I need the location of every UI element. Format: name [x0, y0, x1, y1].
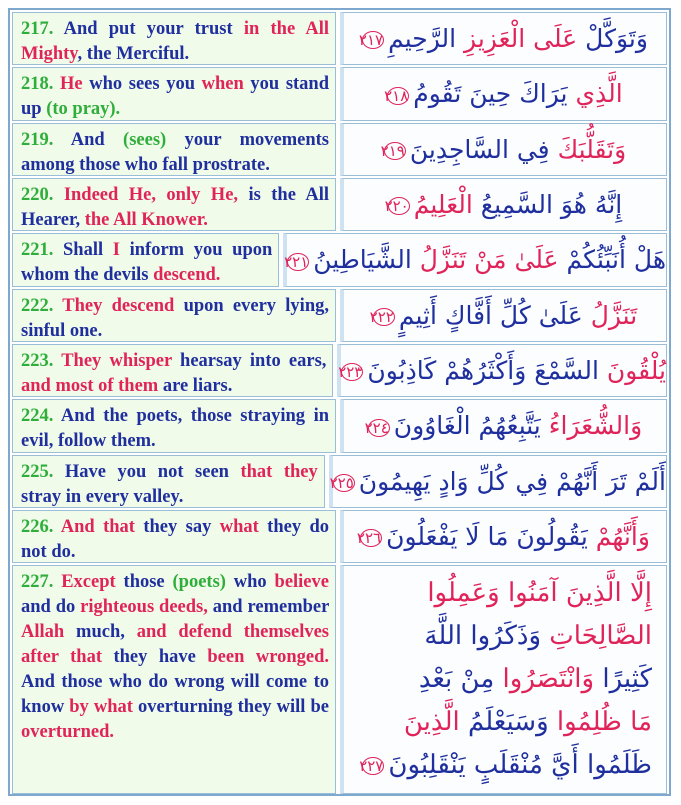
english-segment: 225.: [21, 462, 54, 482]
english-segment: And those who do wrong will come to know: [21, 672, 329, 717]
english-segment: 226.: [21, 517, 54, 537]
english-segment: Except: [53, 572, 124, 592]
ayah-number-marker: ٢٢٦: [356, 529, 382, 548]
arabic-verse: [340, 565, 667, 794]
english-segment: And put your trust: [53, 19, 244, 39]
english-segment: what: [219, 517, 259, 537]
arabic-segment: وَسَيَعْلَمُ: [459, 707, 557, 738]
arabic-verse: [329, 455, 667, 508]
english-segment: righteous deeds,: [80, 597, 208, 617]
verse-row: [12, 12, 667, 65]
english-translation: [12, 399, 336, 453]
english-segment: hearsay into ears,: [180, 351, 327, 371]
arabic-segment: عَلَىٰ كُلِّ أَفَّاكٍ أَثِيمٍ: [398, 300, 591, 330]
arabic-line: [358, 579, 652, 608]
ayah-number-marker: ٢٢٢: [369, 308, 394, 327]
arabic-line: [364, 411, 643, 441]
english-translation: [12, 344, 333, 397]
arabic-segment: إِلَّا الَّذِينَ آمَنُوا وَعَمِلُوا: [427, 578, 652, 609]
english-segment: and: [136, 622, 179, 642]
english-segment: when: [201, 74, 244, 94]
english-segment: I: [112, 240, 120, 260]
ayah-number-marker: ٢٢٠: [384, 197, 409, 216]
arabic-line: [358, 708, 652, 737]
arabic-segment: مِنْ بَعْدِ: [418, 664, 503, 695]
english-segment: much,: [64, 622, 137, 642]
arabic-segment: عَلَى الْعَزِيزِ: [464, 23, 578, 53]
ayah-number-marker: ٢١٧: [358, 31, 384, 50]
english-segment: , the Merciful.: [77, 44, 190, 64]
arabic-segment: الَّذِي: [575, 79, 623, 109]
arabic-segment: فِي كُلِّ وَادٍ يَهِيمُونَ: [358, 466, 557, 496]
ayah-number-marker: ٢٢٥: [329, 474, 354, 493]
arabic-segment: يَرَاكَ حِينَ تَقُومُ: [413, 79, 576, 109]
arabic-segment: كَاذِبُونَ: [367, 355, 437, 385]
arabic-line: [358, 751, 652, 780]
english-segment: those: [123, 572, 173, 592]
arabic-verse: [340, 123, 667, 176]
arabic-segment: تَنَزَّلُ: [590, 300, 638, 330]
english-segment: overturned.: [21, 722, 114, 742]
english-segment: and remember: [207, 597, 329, 617]
english-segment: and do: [21, 597, 81, 617]
english-segment: They whisper: [53, 351, 181, 371]
ayah-number-marker: ٢٢١: [284, 252, 309, 271]
arabic-line: [384, 79, 623, 109]
arabic-segment: ظَلَمُوا أَيَّ مُنْقَلَبٍ يَنْقَلِبُونَ: [388, 750, 652, 781]
arabic-line: [338, 355, 666, 385]
english-segment: 218.: [21, 74, 54, 94]
english-segment: 224.: [21, 406, 54, 426]
arabic-verse: [340, 399, 667, 453]
arabic-verse: [340, 178, 667, 231]
arabic-segment: الرَّحِيمِ: [388, 23, 465, 53]
ayah-number-marker: ٢٢٤: [364, 418, 389, 437]
verse-row: [12, 233, 667, 287]
arabic-segment: السَّمْعَ وَأَكْثَرُهُمْ: [436, 355, 607, 385]
english-segment: defend themselves after that: [21, 622, 330, 667]
arabic-line: [284, 245, 666, 275]
english-translation: [12, 178, 336, 231]
verse-row: [12, 289, 667, 342]
arabic-segment: الَّذِينَ: [403, 707, 460, 738]
arabic-segment: وَتَقَلُّبَكَ: [557, 134, 627, 164]
english-segment: They descend: [53, 296, 184, 316]
arabic-segment: وَأَنَّهُمْ: [595, 521, 650, 551]
english-segment: are liars.: [162, 376, 233, 396]
arabic-verse: [283, 233, 667, 287]
english-translation: [12, 67, 336, 121]
english-translation: [12, 289, 336, 342]
english-segment: inform you upon whom the devils: [21, 240, 273, 285]
english-segment: Indeed He, only He,: [53, 185, 249, 205]
english-translation: [12, 565, 336, 794]
verse-row: [12, 399, 667, 453]
arabic-verse: [340, 12, 667, 65]
english-segment: (poets): [172, 572, 226, 592]
verse-row: [12, 510, 667, 563]
english-segment: 217.: [21, 19, 54, 39]
arabic-segment: وَتَوَكَّلْ: [577, 23, 648, 53]
arabic-line: [356, 521, 650, 551]
english-translation: [12, 455, 325, 508]
english-segment: believe: [274, 572, 329, 592]
english-segment: your movements among those who fall prostrate.: [21, 130, 330, 175]
english-segment: by what: [69, 697, 139, 717]
verse-row: [12, 455, 667, 508]
arabic-line: [358, 23, 648, 53]
english-translation: [12, 233, 279, 287]
arabic-segment: يَقُولُونَ مَا لَا يَفْعَلُونَ: [386, 521, 596, 551]
arabic-line: [384, 189, 623, 219]
arabic-line: [329, 466, 666, 496]
arabic-verse: [340, 510, 667, 563]
arabic-segment: وَالشُّعَرَاءُ: [548, 411, 643, 441]
english-segment: who sees you: [89, 74, 202, 94]
english-segment: 220.: [21, 185, 54, 205]
verse-row: [12, 123, 667, 176]
verse-table: [8, 8, 671, 796]
english-segment: 222.: [21, 296, 54, 316]
english-segment: (to pray).: [46, 99, 121, 119]
english-translation: [12, 12, 336, 65]
verse-row: [12, 67, 667, 121]
english-segment: they have: [113, 647, 208, 667]
english-translation: [12, 510, 336, 563]
english-segment: you stand up: [21, 74, 330, 119]
english-segment: in the All Mighty: [21, 19, 329, 64]
english-segment: 227.: [21, 572, 54, 592]
arabic-segment: أَلَمْ تَرَ أَنَّهُمْ: [556, 466, 666, 496]
english-segment: stray in every valley.: [21, 487, 184, 507]
verse-row: [12, 344, 667, 397]
arabic-segment: الشَّيَاطِينُ: [313, 245, 420, 275]
english-segment: who: [225, 572, 275, 592]
arabic-segment: وَانْتَصَرُوا: [502, 664, 595, 695]
arabic-segment: فِي السَّاجِدِينَ: [409, 134, 558, 164]
english-segment: Have you not seen: [53, 462, 241, 482]
english-segment: they do not do.: [21, 517, 330, 562]
english-segment: descend.: [153, 265, 221, 285]
english-translation: [12, 123, 336, 176]
english-segment: that they: [240, 462, 318, 482]
arabic-segment: مَا ظُلِمُوا: [556, 707, 652, 738]
arabic-segment: هَلْ أُنَبِّئُكُمْ: [566, 245, 666, 275]
arabic-segment: يُلْقُونَ: [606, 355, 666, 385]
english-segment: And: [53, 130, 124, 150]
english-segment: And the poets, those straying in evil, follow them.: [21, 406, 329, 451]
ayah-number-marker: ٢١٩: [380, 142, 405, 161]
english-segment: And that: [53, 517, 135, 537]
arabic-segment: الْعَلِيمُ: [413, 189, 473, 219]
english-segment: Allah: [21, 622, 65, 642]
english-segment: overturning they will be: [138, 697, 329, 717]
english-segment: 219.: [21, 130, 54, 150]
english-segment: He: [53, 74, 90, 94]
english-segment: is the All Hearer,: [21, 185, 329, 230]
english-segment: they say: [134, 517, 220, 537]
ayah-number-marker: ٢١٨: [384, 86, 409, 105]
english-segment: 223.: [21, 351, 54, 371]
verse-row: [12, 565, 667, 794]
arabic-segment: وَذَكَرُوا اللَّهَ: [424, 621, 550, 652]
english-segment: 221.: [21, 240, 54, 260]
english-segment: and most of them: [21, 376, 163, 396]
arabic-line: [380, 134, 627, 164]
arabic-segment: الصَّالِحَاتِ: [549, 621, 652, 652]
arabic-verse: [340, 67, 667, 121]
arabic-verse: [340, 289, 667, 342]
arabic-line: [369, 300, 638, 330]
arabic-segment: يَتَّبِعُهُمُ الْغَاوُونَ: [393, 411, 549, 441]
arabic-segment: كَثِيرًا: [594, 664, 652, 695]
ayah-number-marker: ٢٢٣: [338, 363, 363, 382]
english-segment: been wronged.: [207, 647, 329, 667]
english-segment: the All Knower.: [84, 210, 208, 230]
verse-row: [12, 178, 667, 231]
arabic-segment: إِنَّهُ هُوَ السَّمِيعُ: [472, 189, 623, 219]
english-segment: (sees): [123, 130, 167, 150]
arabic-line: [358, 622, 652, 651]
arabic-line: [358, 665, 652, 694]
english-segment: Shall: [53, 240, 113, 260]
english-segment: upon every lying, sinful one.: [21, 296, 329, 341]
arabic-verse: [337, 344, 667, 397]
ayah-number-marker: ٢٢٧: [359, 757, 384, 776]
arabic-segment: عَلَىٰ مَنْ تَنَزَّلُ: [419, 245, 567, 275]
